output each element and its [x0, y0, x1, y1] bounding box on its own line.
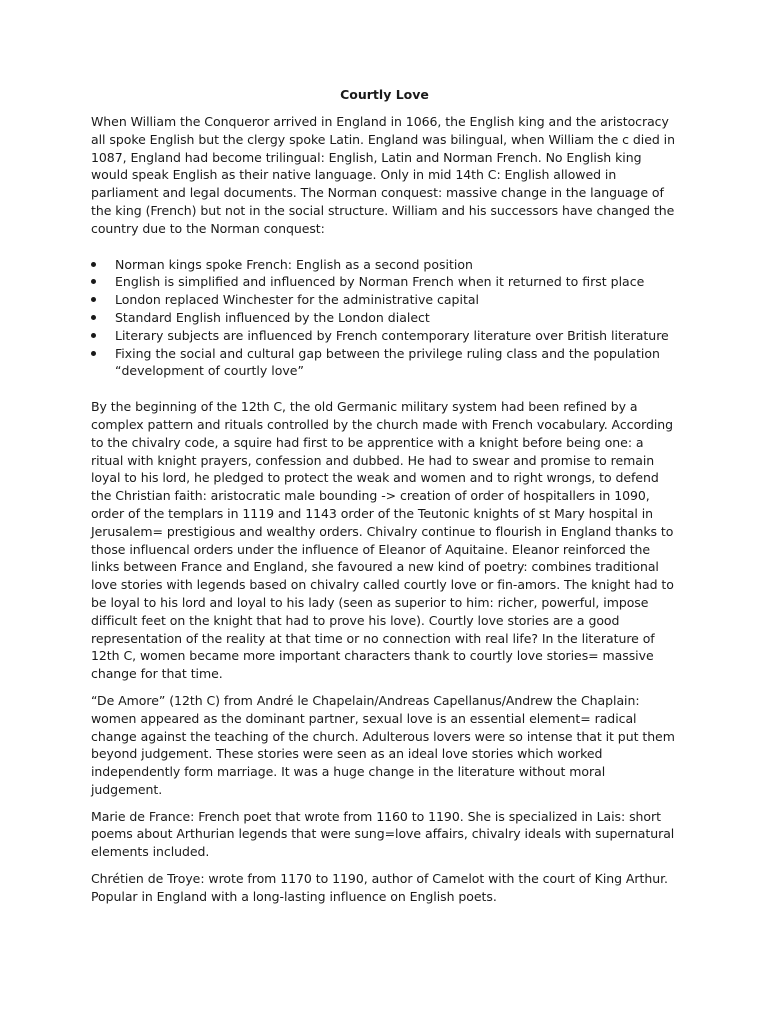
bullet-icon	[91, 333, 96, 338]
list-item	[91, 273, 678, 291]
chretien-de-troye-paragraph: Chrétien de Troye: wrote from 1170 to 1190, author of Camelot with the court of King Arthur. Popular in England with a long-lasting influence on English poets.	[91, 871, 668, 904]
list-item	[91, 256, 678, 274]
list-item-text: Fixing the social and cultural gap between the privilege ruling class and the population “development of courtly love”	[115, 345, 660, 379]
list-item	[91, 309, 678, 327]
list-item	[91, 291, 678, 309]
list-item	[91, 327, 678, 345]
de-amore-paragraph: “De Amore” (12th C) from André le Chapelain/Andreas Capellanus/Andrew the Chaplain: women appeared as the dominant partner, sexual love is an essential element= radical change against the teaching of the church. Adulterous lovers were so intense that it put them beyond judgement. These stories were seen as an ideal love stories which worked independently form marriage. It was a huge change in the literature without moral judgement.	[91, 692, 675, 797]
bullet-icon	[91, 315, 96, 320]
bullet-icon	[91, 279, 96, 284]
list-item-text: Literary subjects are influenced by French contemporary literature over British literature	[115, 327, 669, 343]
bullet-icon	[91, 262, 96, 267]
bullet-list	[91, 256, 678, 381]
bullet-icon	[91, 297, 96, 302]
bullet-icon	[91, 351, 96, 356]
list-item-text: Norman kings spoke French: English as a second position	[115, 256, 473, 272]
marie-de-france-paragraph: Marie de France: French poet that wrote from 1160 to 1190. She is specialized in Lais: short poems about Arthurian legends that were sung=love affairs, chivalry ideals with supernatural elements included.	[91, 808, 675, 860]
document-title: Courtly Love	[340, 87, 429, 102]
chivalry-paragraph: By the beginning of the 12th C, the old Germanic military system had been refined by a complex pattern and rituals controlled by the church made with French vocabulary. According to the chivalry code, a squire had first to be apprentice with a knight before being one: a ritual with knight prayers, confession and dubbed. He had to swear and promise to remain loyal to his lord, he pledged to protect the weak and women and to right wrongs, to defend the Christian faith: aristocratic male bounding -> creation of order of hospitallers in 1090, order of the templars in 1119 and 1143 order of the Teutonic knights of st Mary hospital in Jerusalem= prestigious and wealthy orders. Chivalry continue to flourish in England thanks to those influencal orders under the influence of Eleanor of Aquitaine. Eleanor reinforced the links between France and England, she favoured a new kind of poetry: combines traditional love stories with legends based on chivalry called courtly love or fin-amors. The knight had to be loyal to his lord and loyal to his lady (seen as superior to him: richer, powerful, impose difficult feet on the knight that had to prove his love). Courtly love stories are a good representation of the reality at that time or no connection with real life? In the literature of 12th C, women became more important characters thank to courtly love stories= massive change for that time.	[91, 399, 674, 682]
list-item-text: Standard English influenced by the London dialect	[115, 309, 430, 325]
list-item-text: English is simplified and influenced by Norman French when it returned to first place	[115, 274, 645, 290]
list-item-text: London replaced Winchester for the administrative capital	[115, 292, 479, 308]
intro-paragraph: When William the Conqueror arrived in England in 1066, the English king and the aristocracy all spoke English but the clergy spoke Latin. England was bilingual, when William the c died in 1087, England had become trilingual: English, Latin and Norman French. No English king would speak English as their native language. Only in mid 14th C: English allowed in parliament and legal documents. The Norman conquest: massive change in the language of the king (French) but not in the social structure. William and his successors have changed the country due to the Norman conquest:	[91, 114, 675, 236]
list-item	[91, 345, 678, 381]
